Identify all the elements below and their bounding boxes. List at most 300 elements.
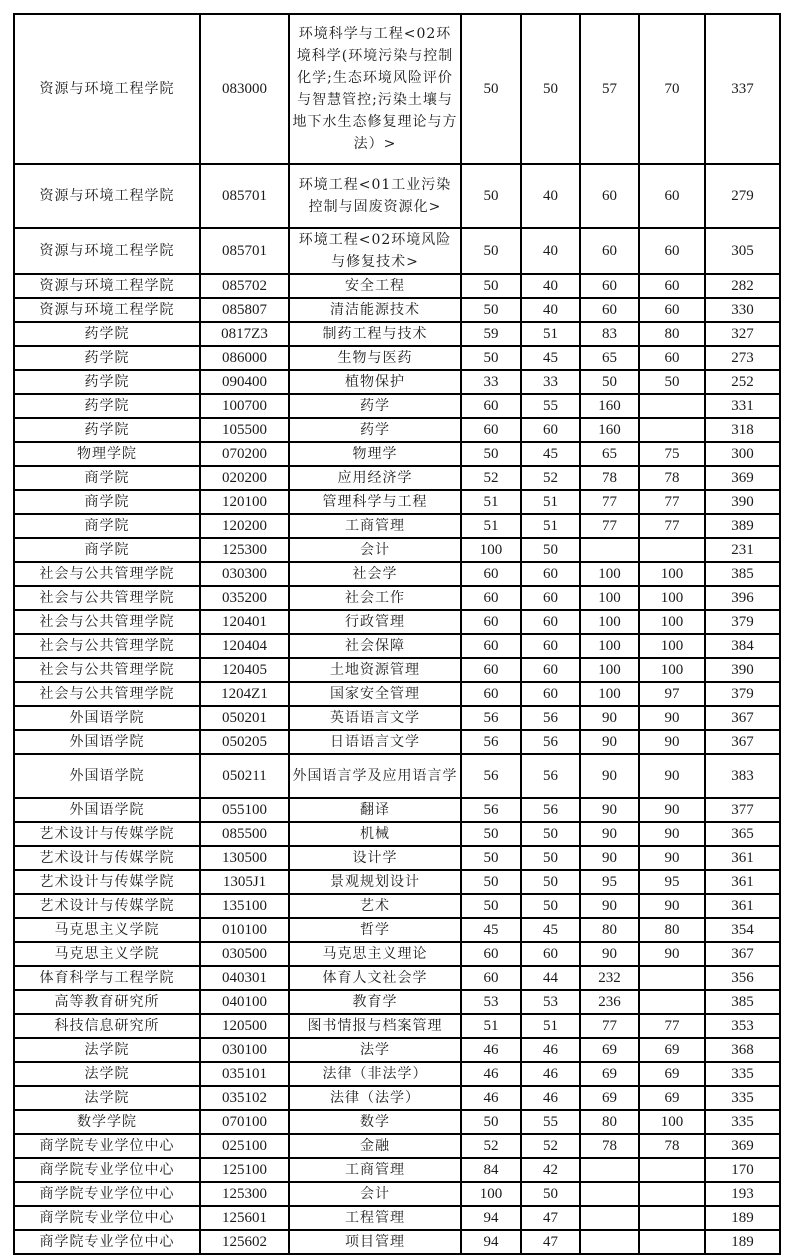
- score-subject1-cell: 80: [580, 1110, 639, 1134]
- score-subject1-cell: 65: [580, 346, 639, 370]
- score-language-cell: 60: [521, 634, 580, 658]
- score-subject1-cell: 78: [580, 1134, 639, 1158]
- code-cell: 083000: [200, 14, 289, 164]
- total-score-cell: 305: [705, 228, 780, 274]
- code-cell: 030100: [200, 1038, 289, 1062]
- code-cell: 086000: [200, 346, 289, 370]
- table-row: [14, 754, 780, 798]
- code-cell: 020200: [200, 466, 289, 490]
- major-cell: 日语语言文学: [289, 730, 461, 754]
- score-subject1-cell: 69: [580, 1038, 639, 1062]
- major-cell: 国家安全管理: [289, 682, 461, 706]
- table-row: [14, 1134, 780, 1158]
- table-row: [14, 634, 780, 658]
- college-cell: 法学院: [14, 1038, 200, 1062]
- table-row: [14, 586, 780, 610]
- total-score-cell: 383: [705, 754, 780, 798]
- score-politics-cell: 60: [461, 682, 521, 706]
- score-language-cell: 52: [521, 1134, 580, 1158]
- code-cell: 070100: [200, 1110, 289, 1134]
- score-subject1-cell: 160: [580, 394, 639, 418]
- score-subject1-cell: 90: [580, 798, 639, 822]
- total-score-cell: 396: [705, 586, 780, 610]
- major-cell: 社会工作: [289, 586, 461, 610]
- score-language-cell: 56: [521, 754, 580, 798]
- total-score-cell: 353: [705, 1014, 780, 1038]
- college-cell: 科技信息研究所: [14, 1014, 200, 1038]
- college-cell: 社会与公共管理学院: [14, 658, 200, 682]
- major-cell: 环境工程<01工业污染控制与固废资源化>: [289, 164, 461, 228]
- score-subject1-cell: 78: [580, 466, 639, 490]
- college-cell: 商学院专业学位中心: [14, 1230, 200, 1254]
- total-score-cell: 189: [705, 1230, 780, 1254]
- major-cell: 法学: [289, 1038, 461, 1062]
- college-cell: 艺术设计与传媒学院: [14, 894, 200, 918]
- college-cell: 药学院: [14, 418, 200, 442]
- score-politics-cell: 50: [461, 846, 521, 870]
- score-subject2-cell: [639, 1182, 705, 1206]
- score-subject1-cell: 60: [580, 298, 639, 322]
- major-cell: 马克思主义理论: [289, 942, 461, 966]
- score-subject1-cell: 57: [580, 14, 639, 164]
- score-subject1-cell: 77: [580, 1014, 639, 1038]
- major-cell: 工商管理: [289, 514, 461, 538]
- total-score-cell: 367: [705, 730, 780, 754]
- score-politics-cell: 56: [461, 798, 521, 822]
- score-language-cell: 47: [521, 1230, 580, 1254]
- score-subject2-cell: 90: [639, 754, 705, 798]
- score-subject2-cell: 100: [639, 610, 705, 634]
- total-score-cell: 252: [705, 370, 780, 394]
- college-cell: 商学院专业学位中心: [14, 1182, 200, 1206]
- score-language-cell: 45: [521, 442, 580, 466]
- score-language-cell: 60: [521, 562, 580, 586]
- score-politics-cell: 52: [461, 466, 521, 490]
- score-language-cell: 60: [521, 682, 580, 706]
- table-row: [14, 346, 780, 370]
- score-subject1-cell: 100: [580, 634, 639, 658]
- total-score-cell: 390: [705, 490, 780, 514]
- score-subject2-cell: 90: [639, 822, 705, 846]
- total-score-cell: 367: [705, 706, 780, 730]
- score-subject2-cell: 90: [639, 706, 705, 730]
- college-cell: 外国语学院: [14, 706, 200, 730]
- college-cell: 马克思主义学院: [14, 942, 200, 966]
- score-politics-cell: 50: [461, 164, 521, 228]
- total-score-cell: 231: [705, 538, 780, 562]
- score-politics-cell: 100: [461, 538, 521, 562]
- total-score-cell: 384: [705, 634, 780, 658]
- code-cell: 125100: [200, 1158, 289, 1182]
- score-subject1-cell: 60: [580, 164, 639, 228]
- score-politics-cell: 60: [461, 634, 521, 658]
- code-cell: 040301: [200, 966, 289, 990]
- table-row: [14, 1062, 780, 1086]
- score-subject1-cell: 100: [580, 610, 639, 634]
- college-cell: 马克思主义学院: [14, 918, 200, 942]
- college-cell: 商学院: [14, 538, 200, 562]
- total-score-cell: 369: [705, 1134, 780, 1158]
- score-subject1-cell: 232: [580, 966, 639, 990]
- total-score-cell: 354: [705, 918, 780, 942]
- score-subject2-cell: 90: [639, 846, 705, 870]
- total-score-cell: 282: [705, 274, 780, 298]
- code-cell: 050205: [200, 730, 289, 754]
- score-subject2-cell: [639, 418, 705, 442]
- code-cell: 010100: [200, 918, 289, 942]
- total-score-cell: 377: [705, 798, 780, 822]
- score-language-cell: 40: [521, 298, 580, 322]
- score-language-cell: 51: [521, 322, 580, 346]
- score-subject1-cell: 100: [580, 658, 639, 682]
- college-cell: 商学院专业学位中心: [14, 1206, 200, 1230]
- table-row: [14, 1230, 780, 1254]
- table-row: [14, 870, 780, 894]
- score-language-cell: 47: [521, 1206, 580, 1230]
- score-subject1-cell: 90: [580, 942, 639, 966]
- score-politics-cell: 56: [461, 754, 521, 798]
- total-score-cell: 327: [705, 322, 780, 346]
- score-politics-cell: 51: [461, 514, 521, 538]
- score-language-cell: 56: [521, 730, 580, 754]
- table-row: [14, 418, 780, 442]
- table-row: [14, 1086, 780, 1110]
- code-cell: 1305J1: [200, 870, 289, 894]
- score-politics-cell: 50: [461, 346, 521, 370]
- college-cell: 体育科学与工程学院: [14, 966, 200, 990]
- college-cell: 社会与公共管理学院: [14, 682, 200, 706]
- score-politics-cell: 50: [461, 894, 521, 918]
- score-subject1-cell: 95: [580, 870, 639, 894]
- major-cell: 法律（法学）: [289, 1086, 461, 1110]
- code-cell: 100700: [200, 394, 289, 418]
- score-language-cell: 40: [521, 228, 580, 274]
- score-language-cell: 46: [521, 1062, 580, 1086]
- major-cell: 安全工程: [289, 274, 461, 298]
- score-politics-cell: 56: [461, 730, 521, 754]
- score-politics-cell: 46: [461, 1086, 521, 1110]
- college-cell: 商学院专业学位中心: [14, 1158, 200, 1182]
- score-subject1-cell: 60: [580, 274, 639, 298]
- score-subject2-cell: 78: [639, 466, 705, 490]
- code-cell: 070200: [200, 442, 289, 466]
- code-cell: 030300: [200, 562, 289, 586]
- score-language-cell: 51: [521, 490, 580, 514]
- table-row: [14, 228, 780, 274]
- score-subject2-cell: 70: [639, 14, 705, 164]
- score-politics-cell: 60: [461, 658, 521, 682]
- major-cell: 英语语言文学: [289, 706, 461, 730]
- college-cell: 外国语学院: [14, 730, 200, 754]
- score-subject2-cell: 90: [639, 942, 705, 966]
- code-cell: 125300: [200, 1182, 289, 1206]
- major-cell: 生物与医药: [289, 346, 461, 370]
- total-score-cell: 365: [705, 822, 780, 846]
- score-subject1-cell: 69: [580, 1086, 639, 1110]
- score-subject1-cell: 100: [580, 682, 639, 706]
- total-score-cell: 335: [705, 1110, 780, 1134]
- total-score-cell: 170: [705, 1158, 780, 1182]
- code-cell: 035102: [200, 1086, 289, 1110]
- score-language-cell: 50: [521, 870, 580, 894]
- code-cell: 125601: [200, 1206, 289, 1230]
- score-politics-cell: 60: [461, 394, 521, 418]
- major-cell: 教育学: [289, 990, 461, 1014]
- score-subject1-cell: 100: [580, 586, 639, 610]
- score-language-cell: 40: [521, 164, 580, 228]
- college-cell: 资源与环境工程学院: [14, 14, 200, 164]
- code-cell: 120404: [200, 634, 289, 658]
- score-subject1-cell: 90: [580, 846, 639, 870]
- table-row: [14, 1110, 780, 1134]
- score-language-cell: 52: [521, 466, 580, 490]
- score-subject2-cell: [639, 1230, 705, 1254]
- score-subject1-cell: 100: [580, 562, 639, 586]
- score-subject2-cell: 78: [639, 1134, 705, 1158]
- code-cell: 135100: [200, 894, 289, 918]
- table-row: [14, 394, 780, 418]
- score-subject1-cell: 77: [580, 514, 639, 538]
- score-subject2-cell: [639, 394, 705, 418]
- score-subject1-cell: [580, 1230, 639, 1254]
- college-cell: 社会与公共管理学院: [14, 562, 200, 586]
- score-politics-cell: 59: [461, 322, 521, 346]
- score-politics-cell: 50: [461, 298, 521, 322]
- score-language-cell: 44: [521, 966, 580, 990]
- score-subject2-cell: [639, 538, 705, 562]
- code-cell: 085807: [200, 298, 289, 322]
- score-politics-cell: 52: [461, 1134, 521, 1158]
- major-cell: 药学: [289, 394, 461, 418]
- score-subject2-cell: 60: [639, 228, 705, 274]
- total-score-cell: 335: [705, 1062, 780, 1086]
- score-language-cell: 50: [521, 822, 580, 846]
- college-cell: 商学院: [14, 514, 200, 538]
- college-cell: 物理学院: [14, 442, 200, 466]
- score-subject2-cell: [639, 990, 705, 1014]
- major-cell: 图书情报与档案管理: [289, 1014, 461, 1038]
- score-subject1-cell: 83: [580, 322, 639, 346]
- score-subject2-cell: 80: [639, 322, 705, 346]
- major-cell: 管理科学与工程: [289, 490, 461, 514]
- major-cell: 会计: [289, 1182, 461, 1206]
- total-score-cell: 279: [705, 164, 780, 228]
- score-politics-cell: 50: [461, 1110, 521, 1134]
- code-cell: 040100: [200, 990, 289, 1014]
- table-row: [14, 466, 780, 490]
- score-subject2-cell: 77: [639, 490, 705, 514]
- score-table: [13, 13, 781, 1255]
- score-subject2-cell: [639, 1158, 705, 1182]
- major-cell: 社会保障: [289, 634, 461, 658]
- score-subject2-cell: 60: [639, 346, 705, 370]
- code-cell: 125602: [200, 1230, 289, 1254]
- score-language-cell: 55: [521, 394, 580, 418]
- score-subject1-cell: [580, 1182, 639, 1206]
- score-subject2-cell: 90: [639, 798, 705, 822]
- table-row: [14, 298, 780, 322]
- score-subject2-cell: [639, 966, 705, 990]
- total-score-cell: 390: [705, 658, 780, 682]
- score-language-cell: 53: [521, 990, 580, 1014]
- total-score-cell: 337: [705, 14, 780, 164]
- score-language-cell: 50: [521, 846, 580, 870]
- code-cell: 125300: [200, 538, 289, 562]
- score-language-cell: 46: [521, 1038, 580, 1062]
- code-cell: 120100: [200, 490, 289, 514]
- major-cell: 哲学: [289, 918, 461, 942]
- major-cell: 社会学: [289, 562, 461, 586]
- score-politics-cell: 53: [461, 990, 521, 1014]
- table-row: [14, 894, 780, 918]
- college-cell: 社会与公共管理学院: [14, 586, 200, 610]
- code-cell: 035200: [200, 586, 289, 610]
- college-cell: 药学院: [14, 394, 200, 418]
- table-row: [14, 1182, 780, 1206]
- score-subject1-cell: 65: [580, 442, 639, 466]
- major-cell: 翻译: [289, 798, 461, 822]
- score-subject2-cell: 90: [639, 730, 705, 754]
- table-row: [14, 730, 780, 754]
- total-score-cell: 300: [705, 442, 780, 466]
- score-subject2-cell: 100: [639, 562, 705, 586]
- table-row: [14, 514, 780, 538]
- score-subject2-cell: 97: [639, 682, 705, 706]
- score-subject2-cell: 69: [639, 1038, 705, 1062]
- code-cell: 085701: [200, 164, 289, 228]
- major-cell: 外国语言学及应用语言学: [289, 754, 461, 798]
- score-subject2-cell: 100: [639, 634, 705, 658]
- score-language-cell: 51: [521, 514, 580, 538]
- table-row: [14, 274, 780, 298]
- score-politics-cell: 60: [461, 966, 521, 990]
- total-score-cell: 361: [705, 846, 780, 870]
- code-cell: 050201: [200, 706, 289, 730]
- code-cell: 025100: [200, 1134, 289, 1158]
- table-row: [14, 538, 780, 562]
- code-cell: 030500: [200, 942, 289, 966]
- table-row: [14, 322, 780, 346]
- table-row: [14, 1038, 780, 1062]
- score-language-cell: 56: [521, 798, 580, 822]
- score-politics-cell: 51: [461, 490, 521, 514]
- score-subject1-cell: 69: [580, 1062, 639, 1086]
- score-politics-cell: 60: [461, 610, 521, 634]
- total-score-cell: 379: [705, 682, 780, 706]
- table-row: [14, 370, 780, 394]
- score-politics-cell: 45: [461, 918, 521, 942]
- code-cell: 085500: [200, 822, 289, 846]
- college-cell: 高等教育研究所: [14, 990, 200, 1014]
- score-subject1-cell: 90: [580, 730, 639, 754]
- major-cell: 环境科学与工程<02环境科学(环境污染与控制化学;生态环境风险评价与智慧管控;污染土壤与地下水生态修复理论与方法）>: [289, 14, 461, 164]
- score-subject2-cell: 69: [639, 1062, 705, 1086]
- table-row: [14, 164, 780, 228]
- code-cell: 130500: [200, 846, 289, 870]
- college-cell: 社会与公共管理学院: [14, 634, 200, 658]
- major-cell: 行政管理: [289, 610, 461, 634]
- score-subject2-cell: [639, 1206, 705, 1230]
- score-politics-cell: 33: [461, 370, 521, 394]
- major-cell: 应用经济学: [289, 466, 461, 490]
- total-score-cell: 189: [705, 1206, 780, 1230]
- score-language-cell: 40: [521, 274, 580, 298]
- college-cell: 法学院: [14, 1086, 200, 1110]
- college-cell: 资源与环境工程学院: [14, 228, 200, 274]
- major-cell: 植物保护: [289, 370, 461, 394]
- major-cell: 法律（非法学）: [289, 1062, 461, 1086]
- score-language-cell: 60: [521, 942, 580, 966]
- table-row: [14, 14, 780, 164]
- table-row: [14, 706, 780, 730]
- score-language-cell: 33: [521, 370, 580, 394]
- college-cell: 药学院: [14, 322, 200, 346]
- college-cell: 法学院: [14, 1062, 200, 1086]
- college-cell: 资源与环境工程学院: [14, 164, 200, 228]
- score-language-cell: 50: [521, 14, 580, 164]
- score-politics-cell: 60: [461, 942, 521, 966]
- table-row: [14, 966, 780, 990]
- score-subject2-cell: 77: [639, 514, 705, 538]
- code-cell: 1204Z1: [200, 682, 289, 706]
- major-cell: 土地资源管理: [289, 658, 461, 682]
- score-politics-cell: 100: [461, 1182, 521, 1206]
- college-cell: 数学学院: [14, 1110, 200, 1134]
- score-subject2-cell: 69: [639, 1086, 705, 1110]
- score-politics-cell: 94: [461, 1206, 521, 1230]
- table-row: [14, 798, 780, 822]
- score-language-cell: 56: [521, 706, 580, 730]
- score-subject2-cell: 90: [639, 894, 705, 918]
- score-politics-cell: 50: [461, 442, 521, 466]
- major-cell: 项目管理: [289, 1230, 461, 1254]
- score-subject2-cell: 60: [639, 164, 705, 228]
- table-row: [14, 610, 780, 634]
- score-language-cell: 55: [521, 1110, 580, 1134]
- college-cell: 艺术设计与传媒学院: [14, 846, 200, 870]
- score-language-cell: 50: [521, 1182, 580, 1206]
- major-cell: 药学: [289, 418, 461, 442]
- score-language-cell: 45: [521, 346, 580, 370]
- college-cell: 艺术设计与传媒学院: [14, 870, 200, 894]
- score-politics-cell: 50: [461, 822, 521, 846]
- score-language-cell: 60: [521, 610, 580, 634]
- table-row: [14, 658, 780, 682]
- score-language-cell: 46: [521, 1086, 580, 1110]
- total-score-cell: 335: [705, 1086, 780, 1110]
- score-subject1-cell: 60: [580, 228, 639, 274]
- score-language-cell: 50: [521, 894, 580, 918]
- major-cell: 金融: [289, 1134, 461, 1158]
- major-cell: 清洁能源技术: [289, 298, 461, 322]
- code-cell: 120500: [200, 1014, 289, 1038]
- total-score-cell: 379: [705, 610, 780, 634]
- score-subject1-cell: 77: [580, 490, 639, 514]
- score-language-cell: 60: [521, 658, 580, 682]
- score-language-cell: 50: [521, 538, 580, 562]
- total-score-cell: 356: [705, 966, 780, 990]
- score-subject1-cell: 90: [580, 706, 639, 730]
- score-subject1-cell: 90: [580, 754, 639, 798]
- major-cell: 艺术: [289, 894, 461, 918]
- score-subject1-cell: 236: [580, 990, 639, 1014]
- table-row: [14, 942, 780, 966]
- college-cell: 外国语学院: [14, 798, 200, 822]
- score-language-cell: 51: [521, 1014, 580, 1038]
- table-row: [14, 846, 780, 870]
- college-cell: 资源与环境工程学院: [14, 298, 200, 322]
- college-cell: 药学院: [14, 346, 200, 370]
